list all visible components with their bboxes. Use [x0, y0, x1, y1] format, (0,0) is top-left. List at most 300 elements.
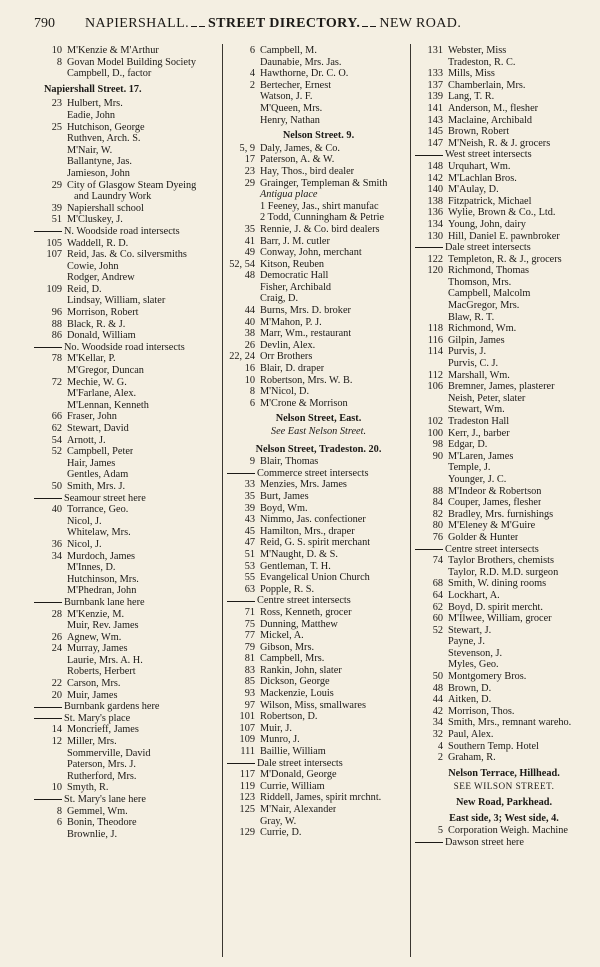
cross-street-label: Centre street intersects	[257, 595, 351, 607]
occupant-name: Paul, Alex.	[448, 729, 494, 741]
co-occupant: Stevenson, J.	[448, 647, 503, 659]
occupant-name: Templeton, R. & J., grocers	[448, 253, 562, 265]
house-number: 35	[244, 223, 255, 235]
occupant-name: Miller, Mrs.	[67, 736, 117, 748]
occupant-name: Bonin, Theodore	[67, 817, 137, 829]
directory-entry	[415, 335, 593, 347]
occupant-name: Ross, Kenneth, grocer	[260, 606, 352, 618]
directory-entry	[34, 806, 216, 818]
occupant-name: Smyth, R.	[67, 782, 109, 794]
occupant-name: Hutchison, George	[67, 121, 145, 133]
directory-entry	[227, 514, 410, 526]
occupant-name: Gemmel, Wm.	[67, 805, 128, 817]
column-3	[410, 44, 593, 957]
house-number: 49	[244, 247, 255, 259]
directory-entry	[415, 161, 593, 173]
house-number: 133	[427, 68, 443, 80]
occupant-name: Boyd, D. spirit mercht.	[448, 601, 543, 613]
occupant-name: Burt, James	[260, 490, 309, 502]
directory-entry	[415, 520, 593, 532]
directory-entry	[415, 91, 593, 103]
cross-street-marker	[34, 713, 216, 725]
directory-entry	[227, 328, 410, 340]
street-heading: Nelson Street. 9.	[282, 130, 355, 142]
house-number: 66	[51, 411, 62, 423]
cross-street-label: Burnbank lane here	[64, 596, 145, 608]
directory-entry	[227, 642, 410, 654]
house-number: 52	[51, 446, 62, 458]
co-occupant: Paterson, Mrs. J.	[67, 759, 136, 771]
occupant-name: Donald, William	[67, 330, 136, 342]
house-number: 35	[244, 490, 255, 502]
house-number: 50	[432, 671, 443, 683]
directory-entry	[415, 602, 593, 614]
house-number: 22, 24	[229, 351, 255, 363]
house-number: 83	[244, 664, 255, 676]
occupant-name: Devlin, Alex.	[260, 339, 316, 351]
house-number: 51	[244, 548, 255, 560]
house-number: 116	[427, 334, 443, 346]
cross-street-marker	[34, 226, 216, 238]
house-number: 97	[244, 699, 255, 711]
house-number: 112	[427, 369, 443, 381]
directory-entry	[227, 305, 410, 317]
occupant-name: Muir, James	[67, 689, 118, 701]
house-number: 53	[244, 560, 255, 572]
cross-street-label: Seamour street here	[64, 492, 146, 504]
house-number: 26	[51, 631, 62, 643]
occupant-name: Carson, Mrs.	[67, 678, 121, 690]
cross-street-label: St. Mary's lane here	[64, 794, 146, 805]
co-occupant: Purvis, C. J.	[448, 358, 499, 370]
occupant-name: Webster, Miss	[448, 45, 507, 56]
house-number: 24	[51, 643, 62, 655]
occupant-name: Gilpin, James	[448, 334, 505, 346]
occupant-name: Maclaine, Archibald	[448, 114, 533, 126]
occupant-name: Reid, D.	[67, 283, 102, 295]
co-occupant: Gentles, Adam	[67, 469, 129, 481]
directory-entry	[415, 752, 593, 764]
occupant-name: Richmond, Thomas	[448, 265, 530, 277]
house-number: 22	[51, 678, 62, 690]
house-number: 72	[51, 376, 62, 388]
street-heading: Nelson Terrace, Hillhead.	[448, 767, 560, 779]
co-occupant: M'Lennan, Kenneth	[67, 399, 149, 411]
house-number: 62	[432, 601, 443, 613]
directory-entry	[415, 717, 593, 729]
directory-entry	[227, 178, 410, 190]
cross-street-label: Dale street intersects	[257, 757, 343, 769]
house-number: 8	[56, 56, 62, 68]
dash-rule	[227, 601, 255, 602]
header-left-keyword: NAPIERSHALL.	[85, 16, 189, 31]
occupant-name: M'Donald, George	[260, 769, 337, 781]
cross-street-marker	[415, 544, 593, 556]
house-number: 50	[51, 480, 62, 492]
directory-entry	[415, 265, 593, 277]
directory-entry	[227, 804, 410, 816]
co-occupant: Henry, Nathan	[260, 114, 320, 126]
house-number: 143	[427, 114, 443, 126]
occupant-name: Waddell, R. D.	[67, 237, 129, 249]
directory-entry	[34, 203, 216, 215]
occupant-name: Robertson, Mrs. W. B.	[260, 374, 353, 386]
dash-rule	[34, 231, 62, 232]
directory-entry	[34, 504, 216, 516]
occupant-name: Graham, R.	[448, 752, 496, 764]
house-number: 12	[51, 736, 62, 748]
directory-entry	[227, 398, 410, 410]
house-number: 44	[432, 694, 443, 706]
occupant-name: Bradley, Mrs. furnishings	[448, 508, 554, 520]
house-number: 10	[244, 374, 255, 386]
occupant-name: Stewart, J.	[448, 624, 492, 636]
directory-entry	[415, 729, 593, 741]
cross-street-label: Dale street intersects	[445, 242, 531, 254]
house-number: 28	[51, 608, 62, 620]
occupant-name: Robertson, D.	[260, 711, 318, 723]
directory-entry	[415, 497, 593, 509]
co-occupant: Ballantyne, Jas.	[67, 156, 132, 168]
co-occupant: Watson, J. F.	[260, 91, 313, 103]
house-number: 10	[51, 45, 62, 56]
directory-entry	[227, 676, 410, 688]
occupant-name: Napiershall school	[67, 202, 144, 214]
occupant-name: M'Kenzie & M'Arthur	[67, 45, 159, 56]
occupant-name: Blair, D. draper	[260, 363, 325, 375]
occupant-name: Mickel, A.	[260, 630, 304, 642]
co-occupant: Campbell, Malcolm	[448, 288, 531, 300]
house-number: 120	[427, 265, 443, 277]
co-occupant: Roberts, Herbert	[67, 666, 136, 678]
directory-entry	[227, 549, 410, 561]
house-number: 40	[244, 316, 255, 328]
entry-continuation: and Laundry Work	[74, 191, 152, 203]
house-number: 100	[427, 427, 443, 439]
directory-entry	[34, 307, 216, 319]
occupant-name: M'Indeor & Robertson	[448, 485, 542, 497]
directory-entry	[227, 561, 410, 573]
directory-entry	[415, 532, 593, 544]
directory-entry	[34, 678, 216, 690]
occupant-name: Morrison, Robert	[67, 307, 139, 319]
cross-street-label: Dawson street here	[445, 836, 524, 848]
occupant-name: M'Cluskey, J.	[67, 214, 123, 226]
occupant-name: Daly, James, & Co.	[260, 142, 340, 154]
occupant-name: Tradeston Hall	[448, 416, 510, 427]
house-number: 86	[51, 330, 62, 342]
occupant-name: Mackenzie, Louis	[260, 688, 334, 700]
directory-entry	[415, 346, 593, 358]
directory-entry	[227, 456, 410, 468]
directory-entry	[415, 671, 593, 683]
directory-entry	[227, 619, 410, 631]
co-occupant: Cowie, John	[67, 260, 119, 272]
house-number: 131	[427, 45, 443, 56]
co-occupant: M'Farlane, Alex.	[67, 388, 137, 400]
house-number: 29	[244, 177, 255, 189]
directory-entry	[34, 736, 216, 748]
co-occupant: Muir, Rev. James	[67, 620, 139, 632]
house-number: 137	[427, 79, 443, 91]
directory-entry	[227, 270, 410, 282]
street-heading: East side, 3; West side, 4.	[449, 812, 559, 824]
house-number: 129	[239, 827, 255, 839]
directory-entry	[227, 781, 410, 793]
directory-entry	[415, 138, 593, 150]
house-number: 134	[427, 218, 443, 230]
cross-street-marker	[34, 701, 216, 713]
directory-entry	[34, 782, 216, 794]
house-number: 138	[427, 195, 443, 207]
directory-entry	[227, 166, 410, 178]
cross-street-marker	[34, 342, 216, 354]
cross-street-marker	[227, 595, 410, 607]
house-number: 109	[239, 734, 255, 746]
house-number: 117	[239, 769, 255, 781]
directory-entry	[415, 115, 593, 127]
directory-entry	[34, 423, 216, 435]
directory-entry	[34, 214, 216, 226]
occupant-name: Smith, Mrs., remnant wareho.	[448, 717, 572, 729]
co-occupant: Payne, J.	[448, 636, 485, 648]
directory-entry	[34, 353, 216, 365]
dash-rule	[227, 473, 255, 474]
house-number: 54	[51, 434, 62, 446]
directory-entry	[227, 479, 410, 491]
occupant-name: Arnott, J.	[67, 434, 106, 446]
house-number: 64	[432, 589, 443, 601]
occupant-name: Orr Brothers	[260, 351, 313, 363]
directory-entry	[227, 259, 410, 271]
street-heading: Nelson Street, Tradeston. 20.	[255, 443, 382, 455]
co-occupant: M'Gregor, Duncan	[67, 365, 144, 377]
occupant-name: City of Glasgow Steam Dyeing	[67, 179, 197, 191]
cross-reference: SEE WILSON STREET.	[453, 781, 555, 792]
occupant-name: Fitzpatrick, Michael	[448, 195, 532, 207]
occupant-name: Chamberlain, Mrs.	[448, 79, 526, 91]
house-number: 82	[432, 508, 443, 520]
occupant-name: Anderson, M., flesher	[448, 102, 539, 114]
cross-street-marker	[34, 794, 216, 806]
occupant-name: Wylie, Brown & Co., Ltd.	[448, 207, 556, 219]
occupant-name: M'Nicol, D.	[260, 386, 310, 398]
occupant-name: M'Kellar, P.	[67, 353, 116, 365]
directory-entry	[227, 665, 410, 677]
directory-entry	[415, 219, 593, 231]
occupant-name: M'Laren, James	[448, 450, 514, 462]
house-number: 77	[244, 630, 255, 642]
occupant-name: Currie, William	[260, 780, 325, 792]
occupant-name: Conway, John, merchant	[260, 247, 362, 259]
house-number: 34	[51, 550, 62, 562]
co-occupant: M'Innes, D.	[67, 562, 116, 574]
directory-columns	[34, 44, 592, 960]
house-number: 78	[51, 353, 62, 365]
directory-entry	[227, 711, 410, 723]
occupant-name: Popple, R. S.	[260, 583, 315, 595]
occupant-name: Campbell, M.	[260, 45, 317, 56]
house-number: 88	[51, 318, 62, 330]
occupant-name: Paterson, A. & W.	[260, 154, 335, 166]
directory-entry	[227, 247, 410, 259]
house-number: 14	[51, 724, 62, 736]
directory-entry	[415, 578, 593, 590]
house-number: 5	[437, 825, 443, 837]
house-number: 48	[244, 270, 255, 282]
occupant-name: Couper, James, flesher	[448, 497, 542, 509]
occupant-name: M'Nair, Alexander	[260, 804, 337, 815]
directory-entry	[415, 625, 593, 637]
occupant-name: M'Aulay, D.	[448, 184, 499, 196]
cross-street-marker	[227, 468, 410, 480]
co-occupant: Ruthven, Arch. S.	[67, 133, 141, 145]
directory-entry	[415, 184, 593, 196]
occupant-name: Edgar, D.	[448, 439, 488, 451]
house-number: 145	[427, 126, 443, 138]
co-occupant: Neish, Peter, slater	[448, 392, 526, 404]
directory-entry	[34, 122, 216, 134]
directory-entry	[34, 551, 216, 563]
occupant-name: Brown, D.	[448, 682, 492, 694]
directory-entry	[415, 196, 593, 208]
directory-entry	[34, 539, 216, 551]
directory-entry	[227, 340, 410, 352]
cross-reference: See East Nelson Street.	[270, 426, 367, 437]
house-number: 25	[51, 121, 62, 133]
occupant-name: Purvis, J.	[448, 346, 487, 358]
occupant-name: Mills, Miss	[448, 68, 495, 80]
occupant-name: Montgomery Bros.	[448, 671, 527, 683]
house-number: 142	[427, 172, 443, 184]
house-number: 16	[244, 363, 255, 375]
co-occupant: M'Nair, W.	[67, 144, 113, 156]
directory-entry	[415, 439, 593, 451]
co-occupant: Thomson, Mrs.	[448, 276, 512, 288]
house-number: 148	[427, 160, 443, 172]
page-header	[34, 16, 586, 38]
occupant-name: Hawthorne, Dr. C. O.	[260, 68, 349, 80]
cross-street-marker	[34, 493, 216, 505]
directory-entry	[227, 45, 410, 57]
occupant-name: Southern Temp. Hotel	[448, 740, 539, 752]
co-occupant: Lindsay, William, slater	[67, 295, 166, 307]
occupant-name: Hay, Thos., bird dealer	[260, 165, 355, 177]
occupant-name: Rankin, John, slater	[260, 664, 342, 676]
dash-rule	[34, 347, 62, 348]
directory-entry	[227, 363, 410, 375]
co-occupant: Rodger, Andrew	[67, 272, 135, 284]
directory-entry	[415, 370, 593, 382]
occupant-name: Dickson, George	[260, 676, 330, 688]
directory-entry	[415, 683, 593, 695]
house-number: 6	[249, 45, 255, 56]
house-number: 17	[244, 154, 255, 166]
occupant-name: Brown, Robert	[448, 126, 510, 138]
occupant-name: Young, John, dairy	[448, 218, 526, 230]
co-occupant: Hair, James	[67, 457, 116, 469]
co-occupant: Brownlie, J.	[67, 828, 118, 840]
occupant-name: M'Mahon, P. J.	[260, 316, 322, 328]
dash-rule	[34, 498, 62, 499]
house-number: 43	[244, 514, 255, 526]
house-number: 102	[427, 416, 443, 427]
occupant-name: Boyd, Wm.	[260, 502, 308, 514]
occupant-name: Smith, W. dining rooms	[448, 578, 547, 590]
directory-entry	[415, 416, 593, 428]
house-number: 4	[249, 68, 255, 80]
occupant-name: Baillie, William	[260, 746, 326, 758]
directory-entry	[415, 323, 593, 335]
directory-entry	[34, 643, 216, 655]
house-number: 109	[46, 283, 62, 295]
directory-entry	[227, 68, 410, 80]
occupant-name: Govan Model Building Society	[67, 56, 196, 68]
house-number: 84	[432, 497, 443, 509]
directory-entry	[227, 584, 410, 596]
house-number: 71	[244, 606, 255, 618]
co-occupant: M'Queen, Mrs.	[260, 102, 323, 114]
occupant-name: Grainger, Templeman & Smith	[260, 177, 388, 189]
directory-entry	[227, 526, 410, 538]
house-number: 101	[239, 711, 255, 723]
occupant-name: Torrance, Geo.	[67, 504, 129, 516]
co-occupant: 1 Feeney, Jas., shirt manufac	[260, 200, 379, 212]
co-occupant: 2 Todd, Cunningham & Petrie	[260, 212, 385, 224]
house-number: 51	[51, 214, 62, 226]
directory-entry	[415, 103, 593, 115]
occupant-name: Marshall, Wm.	[448, 369, 510, 381]
occupant-name: Murray, James	[67, 643, 128, 655]
occupant-name: M'Crone & Morrison	[260, 397, 348, 409]
house-number: 136	[427, 207, 443, 219]
house-number: 4	[437, 740, 443, 752]
house-number: 48	[432, 682, 443, 694]
occupant-name: Lockhart, A.	[448, 589, 500, 601]
co-occupant: Sommerville, David	[67, 747, 151, 759]
occupant-name: Menzies, Mrs. James	[260, 479, 347, 491]
directory-entry	[415, 173, 593, 185]
directory-entry	[415, 555, 593, 567]
co-occupant: Hutchinson, Mrs.	[67, 573, 139, 585]
occupant-name: M'Lachlan Bros.	[448, 172, 517, 184]
cross-street-marker	[34, 597, 216, 609]
house-number: 62	[51, 423, 62, 434]
dash-rule	[415, 549, 443, 550]
house-number: 125	[239, 804, 255, 815]
directory-entry	[227, 700, 410, 712]
occupant-name: Golder & Hunter	[448, 531, 519, 543]
occupant-name: Nicol, J.	[67, 538, 102, 550]
occupant-name: Stewart, David	[67, 423, 129, 434]
cross-street-label: West street intersects	[445, 149, 532, 161]
directory-entry	[415, 428, 593, 440]
house-number: 23	[244, 165, 255, 177]
house-number: 140	[427, 184, 443, 196]
house-number: 90	[432, 450, 443, 462]
co-occupant: MacGregor, Mrs.	[448, 300, 520, 312]
header-right-keyword: NEW ROAD.	[379, 16, 462, 31]
directory-entry	[227, 317, 410, 329]
page-number: 790	[34, 16, 55, 31]
occupant-name: Moncrieff, James	[67, 724, 139, 736]
house-number: 88	[432, 485, 443, 497]
occupant-name: Campbell, Mrs.	[260, 653, 325, 665]
house-number: 36	[51, 538, 62, 550]
co-occupant: Temple, J.	[448, 462, 491, 474]
directory-entry	[227, 827, 410, 839]
co-occupant: Rutherford, Mrs.	[67, 770, 137, 782]
